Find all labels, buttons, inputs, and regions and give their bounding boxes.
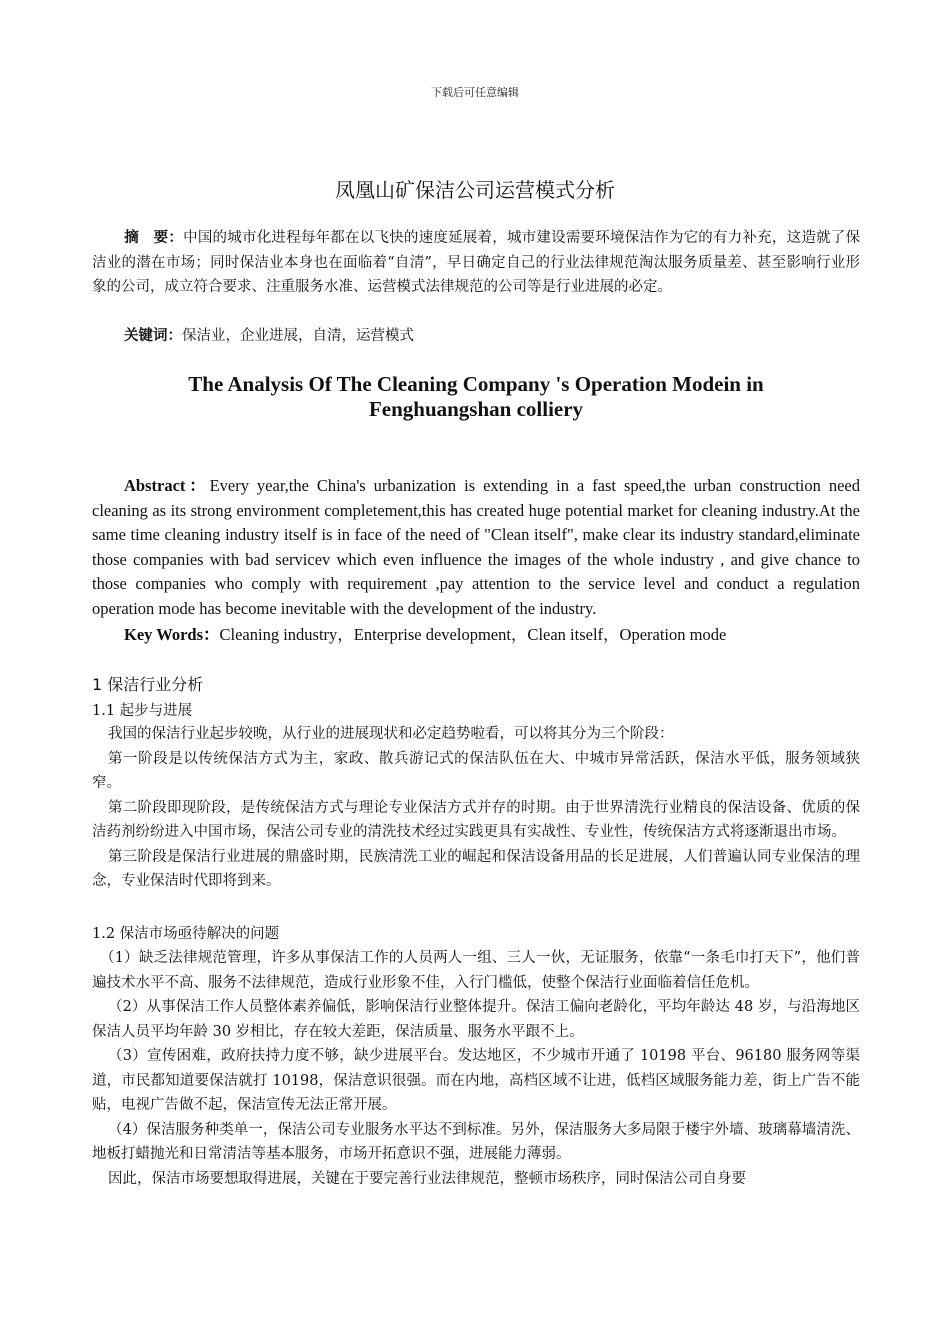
paragraph: （1）缺乏法律规范管理，许多从事保洁工作的人员两人一组、三人一伙，无证服务，依靠“一条毛巾打天下”，他们普遍技术水平不高、服务不法律规范，造成行业形象不佳，入行门槛低，使整个保洁行业面临着信任危机。: [92, 950, 860, 991]
keywords-en-text: Cleaning industry，Enterprise development，Clean itself，Operation mode: [219, 625, 727, 644]
keywords-cn-text: 保洁业，企业进展，自清，运营模式: [182, 328, 414, 344]
section-1-1-heading: 1.1 起步与进展: [92, 703, 193, 719]
chinese-keywords: [92, 324, 860, 349]
paragraph: （3）宣传困难，政府扶持力度不够，缺少进展平台。发达地区，不少城市开通了 10198 平台、96180 服务网等渠道，市民都知道要保洁就打 10198，保洁意识很强。而在内地，高档区域不让进，低档区域服务能力差，街上广告不能贴，电视广告做不起，保洁宣传无法正常开展。: [92, 1048, 860, 1113]
abstract-cn-label: 摘 要：: [124, 229, 184, 246]
section-1-heading: 1 保洁行业分析: [92, 675, 204, 694]
section-1-2-heading: 1.2 保洁市场亟待解决的问题: [92, 926, 280, 942]
english-title-line1: The Analysis Of The Cleaning Company 's Operation Modein in: [188, 372, 764, 396]
abstract-en-text: Every year,the China's urbanization is extending in a fast speed,the urban construction need cleaning as its strong environment completement,this has created huge potential market for cleaning industry.At the same time cleaning industry itself is in face of the need of "Clean itself", make clear its industry standard,eliminate those companies with bad servicev which even influence the images of the whole industry , and give chance to those companies who comply with requirement ,pay attention to the service level and conduct a regulation operation mode has become inevitable with the development of the industry.: [92, 476, 860, 618]
header-note: 下载后可任意编辑: [431, 86, 519, 99]
paragraph: 第三阶段是保洁行业进展的鼎盛时期，民族清洗工业的崛起和保洁设备用品的长足进展，人们普遍认同专业保洁的理念，专业保洁时代即将到来。: [92, 848, 860, 889]
keywords-cn-label: 关键词：: [124, 327, 182, 344]
paragraph: 第一阶段是以传统保洁方式为主，家政、散兵游记式的保洁队伍在大、中城市异常活跃，保洁水平低，服务领域狭窄。: [92, 750, 860, 791]
keywords-en-label: Key Words：: [124, 625, 220, 644]
paragraph: （2）从事保洁工作人员整体素养偏低，影响保洁行业整体提升。保洁工偏向老龄化，平均年龄达 48 岁，与沿海地区保洁人员平均年龄 30 岁相比，存在较大差距，保洁质量、服务水平跟不上。: [92, 999, 860, 1040]
english-title: [92, 372, 860, 422]
paragraph: 因此，保洁市场要想取得进展，关键在于要完善行业法律规范，整顿市场秩序，同时保洁公司自身要: [108, 1170, 746, 1187]
section-1-2-body: [92, 946, 860, 1191]
section-1-1-body: [92, 722, 860, 894]
paragraph: 我国的保洁行业起步较晚，从行业的进展现状和必定趋势啦看，可以将其分为三个阶段：: [108, 726, 674, 742]
abstract-en-label: Abstract：: [124, 476, 210, 495]
chinese-title: 凤凰山矿保洁公司运营模式分析: [335, 178, 615, 202]
english-abstract: [92, 474, 860, 621]
english-title-line2: Fenghuangshan colliery: [368, 397, 584, 421]
paragraph: （4）保洁服务种类单一，保洁公司专业服务水平达不到标准。另外，保洁服务大多局限于楼宇外墙、玻璃幕墙清洗、地板打蜡抛光和日常清洁等基本服务，市场开拓意识不强，进展能力薄弱。: [92, 1121, 860, 1162]
english-keywords: [92, 623, 860, 648]
abstract-cn-text: 中国的城市化进程每年都在以飞快的速度延展着，城市建设需要环境保洁作为它的有力补充，这造就了保洁业的潜在市场；同时保洁业本身也在面临着“自清”，早日确定自己的行业法律规范淘汰服务质量差、甚至影响行业形象的公司，成立符合要求、注重服务水准、运营模式法律规范的公司等是行业进展的必定。: [92, 230, 861, 295]
chinese-abstract: [92, 226, 860, 300]
paragraph: 第二阶段即现阶段，是传统保洁方式与理论专业保洁方式并存的时期。由于世界清洗行业精良的保洁设备、优质的保洁药剂纷纷进入中国市场，保洁公司专业的清洗技术经过实践更具有实战性、专业性，传统保洁方式将逐渐退出市场。: [92, 799, 860, 840]
